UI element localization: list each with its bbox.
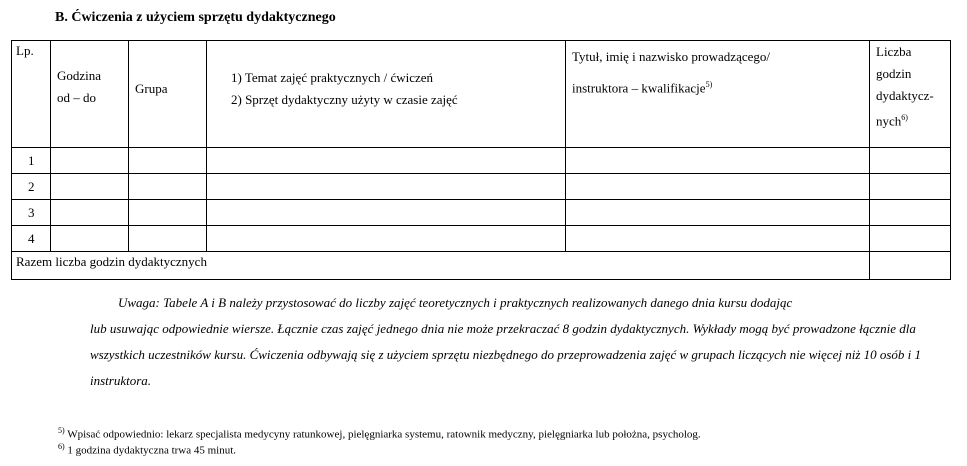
cell-grupa[interactable]	[129, 200, 207, 226]
row-number: 4	[12, 226, 51, 252]
cell-grupa[interactable]	[129, 174, 207, 200]
cell-liczba[interactable]	[870, 174, 951, 200]
table-row	[12, 226, 951, 252]
cell-liczba[interactable]	[870, 226, 951, 252]
table-row	[12, 174, 951, 200]
header-liczba: Liczba godzin dydaktycz- nych$^{6)}$	[870, 41, 951, 148]
cell-godzina[interactable]	[51, 174, 129, 200]
footnote-6	[58, 442, 236, 457]
summary-total-cell[interactable]	[870, 252, 951, 280]
summary-row	[12, 252, 951, 280]
note-rest: lub usuwając odpowiednie wiersze. Łącznie czas zajęć jednego dnia nie może przekraczać 8 godzin dydaktycznych. Wykłady mogą być prowadzone łącznie dla wszystkich uczestników kursu. Ćwiczenia odbywają się z użyciem sprzętu niezbędnego do przeprowadzenia zajęć w grupach liczących nie więcej niż 10 osób i 1 instruktora.	[90, 321, 922, 388]
cell-tytul[interactable]	[566, 226, 870, 252]
cell-tytul[interactable]	[566, 174, 870, 200]
header-temat: 1) Temat zajęć praktycznych / ćwiczeń 2) Sprzęt dydaktyczny użyty w czasie zajęć	[207, 41, 566, 148]
cell-tytul[interactable]	[566, 148, 870, 174]
footnote-text: Wpisać odpowiednio: lekarz specjalista medycyny ratunkowej, pielęgniarka systemu, ratownik medyczny, pielęgniarka lub położna, psycholog.	[64, 428, 701, 441]
footnote-text: 1 godzina dydaktyczna trwa 45 minut.	[64, 444, 237, 457]
cell-godzina[interactable]	[51, 200, 129, 226]
cell-tytul[interactable]	[566, 200, 870, 226]
footnote-mark: 6)	[58, 442, 65, 451]
footnote-5	[58, 426, 701, 441]
cell-temat[interactable]	[207, 226, 566, 252]
header-grupa: Grupa	[129, 41, 207, 148]
section-title: B. Ćwiczenia z użyciem sprzętu dydaktycznego	[55, 10, 336, 25]
note-first-line: Uwaga: Tabele A i B należy przystosować do liczby zajęć teoretycznych i praktycznych realizowanych danego dnia kursu dodając	[118, 295, 793, 310]
header-godzina: Godzina od – do	[51, 41, 129, 148]
summary-label: Razem liczba godzin dydaktycznych	[12, 252, 870, 280]
exercises-table	[11, 40, 951, 280]
cell-liczba[interactable]	[870, 148, 951, 174]
row-number: 3	[12, 200, 51, 226]
note-paragraph	[90, 290, 950, 394]
table-row	[12, 148, 951, 174]
cell-grupa[interactable]	[129, 226, 207, 252]
cell-godzina[interactable]	[51, 148, 129, 174]
row-number: 1	[12, 148, 51, 174]
table-header-row	[12, 41, 951, 148]
cell-godzina[interactable]	[51, 226, 129, 252]
cell-temat[interactable]	[207, 148, 566, 174]
cell-temat[interactable]	[207, 200, 566, 226]
footnote-mark: 5)	[58, 426, 65, 435]
cell-grupa[interactable]	[129, 148, 207, 174]
header-lp: Lp.	[12, 41, 51, 148]
header-tytul: Tytuł, imię i nazwisko prowadzącego/ instruktora – kwalifikacje$^{5)}$	[566, 41, 870, 148]
table-row	[12, 200, 951, 226]
cell-liczba[interactable]	[870, 200, 951, 226]
cell-temat[interactable]	[207, 174, 566, 200]
row-number: 2	[12, 174, 51, 200]
